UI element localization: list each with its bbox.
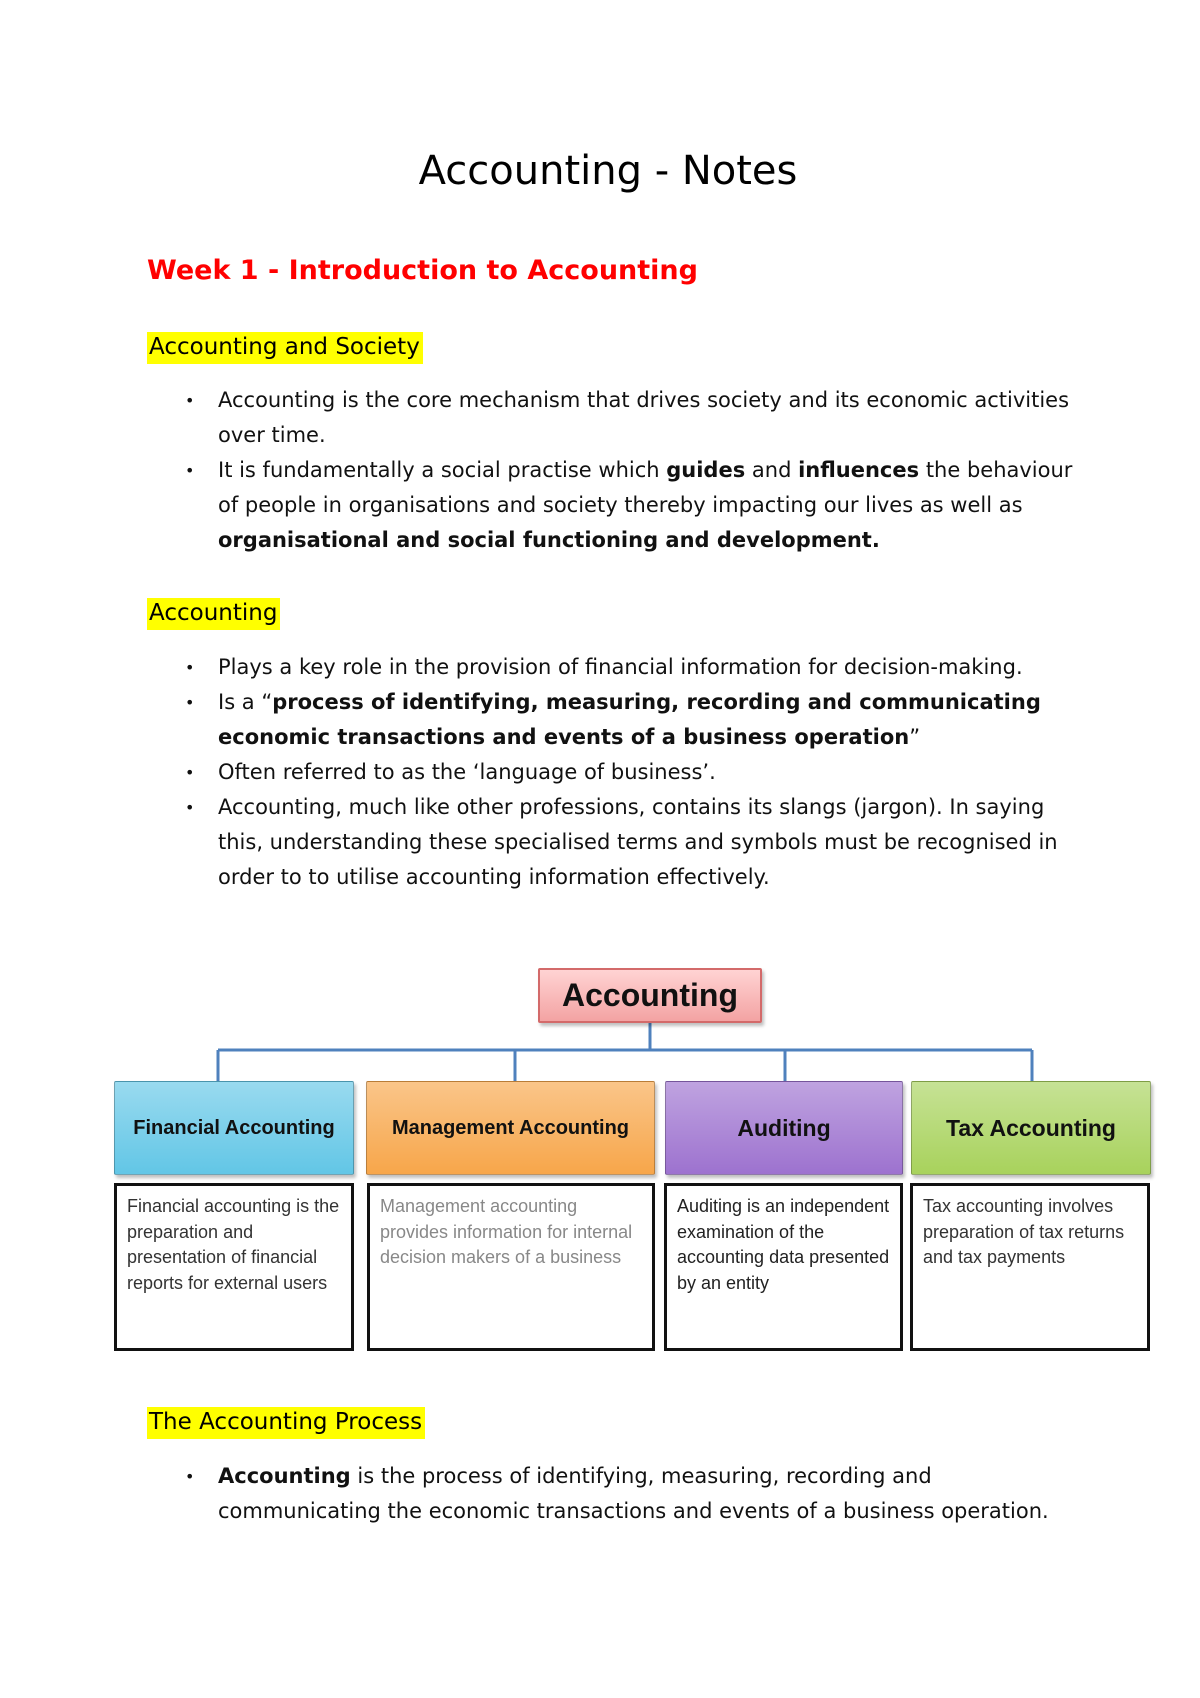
section-heading-accounting-and-society: Accounting and Society [147,332,423,364]
category-box-tax-accounting: Tax Accounting [911,1081,1151,1175]
bold-text: process of identifying, measuring, recording and communicating economic transactions and events of a business operation [218,690,1041,749]
bullet-text: Accounting is the core mechanism that drives society and its economic activities over time. [218,388,1070,447]
category-box-management-accounting: Management Accounting [366,1081,655,1175]
bullet-text: and [745,458,799,482]
list-item [218,383,1078,453]
list-item [218,790,1078,895]
bold-text: Accounting [218,1464,351,1488]
section1-bullet-list [180,383,1078,558]
connector-lines [218,1023,1032,1081]
diagram-root-box: Accounting [538,968,762,1023]
description-box-auditing: Auditing is an independent examination of the accounting data presented by an entity [664,1183,903,1351]
bold-text: influences [798,458,920,482]
list-item [218,650,1078,685]
description-box-financial-accounting: Financial accounting is the preparation and presentation of financial reports for external users [114,1183,354,1351]
list-item [218,453,1078,558]
list-item [218,1459,1078,1529]
list-item [218,755,1078,790]
description-box-management-accounting: Management accounting provides information for internal decision makers of a business [367,1183,655,1351]
list-item [218,685,1078,755]
bullet-text: the behaviour of people in organisations and society thereby impacting our lives as well as [218,458,1073,517]
bullet-text: It is fundamentally a social practise which [218,458,667,482]
description-box-tax-accounting: Tax accounting involves preparation of tax returns and tax payments [910,1183,1150,1351]
week-heading: Week 1 - Introduction to Accounting [147,255,698,286]
bold-text: guides [666,458,746,482]
section3-bullet-list [180,1459,1078,1529]
bullet-text: Plays a key role in the provision of financial information for decision-making. [218,655,1023,679]
bullet-text: Accounting, much like other professions, contains its slangs (jargon). In saying this, understanding these specialised terms and symbols must be recognised in order to to utilise accounting information effectively. [218,795,1058,889]
bold-text: organisational and social functioning and development. [218,528,880,552]
section-heading-accounting-process: The Accounting Process [147,1407,425,1439]
category-box-auditing: Auditing [665,1081,903,1175]
bullet-text: Is a “ [218,690,273,714]
section2-bullet-list [180,650,1078,895]
bullet-text: is the process of identifying, measuring, recording and communicating the economic transactions and events of a business operation. [218,1464,1049,1523]
bullet-text: Often referred to as the ‘language of business’. [218,760,716,784]
page-title: Accounting - Notes [418,148,798,194]
category-box-financial-accounting: Financial Accounting [114,1081,354,1175]
section-heading-accounting: Accounting [147,598,280,630]
bullet-text: ” [909,725,921,749]
